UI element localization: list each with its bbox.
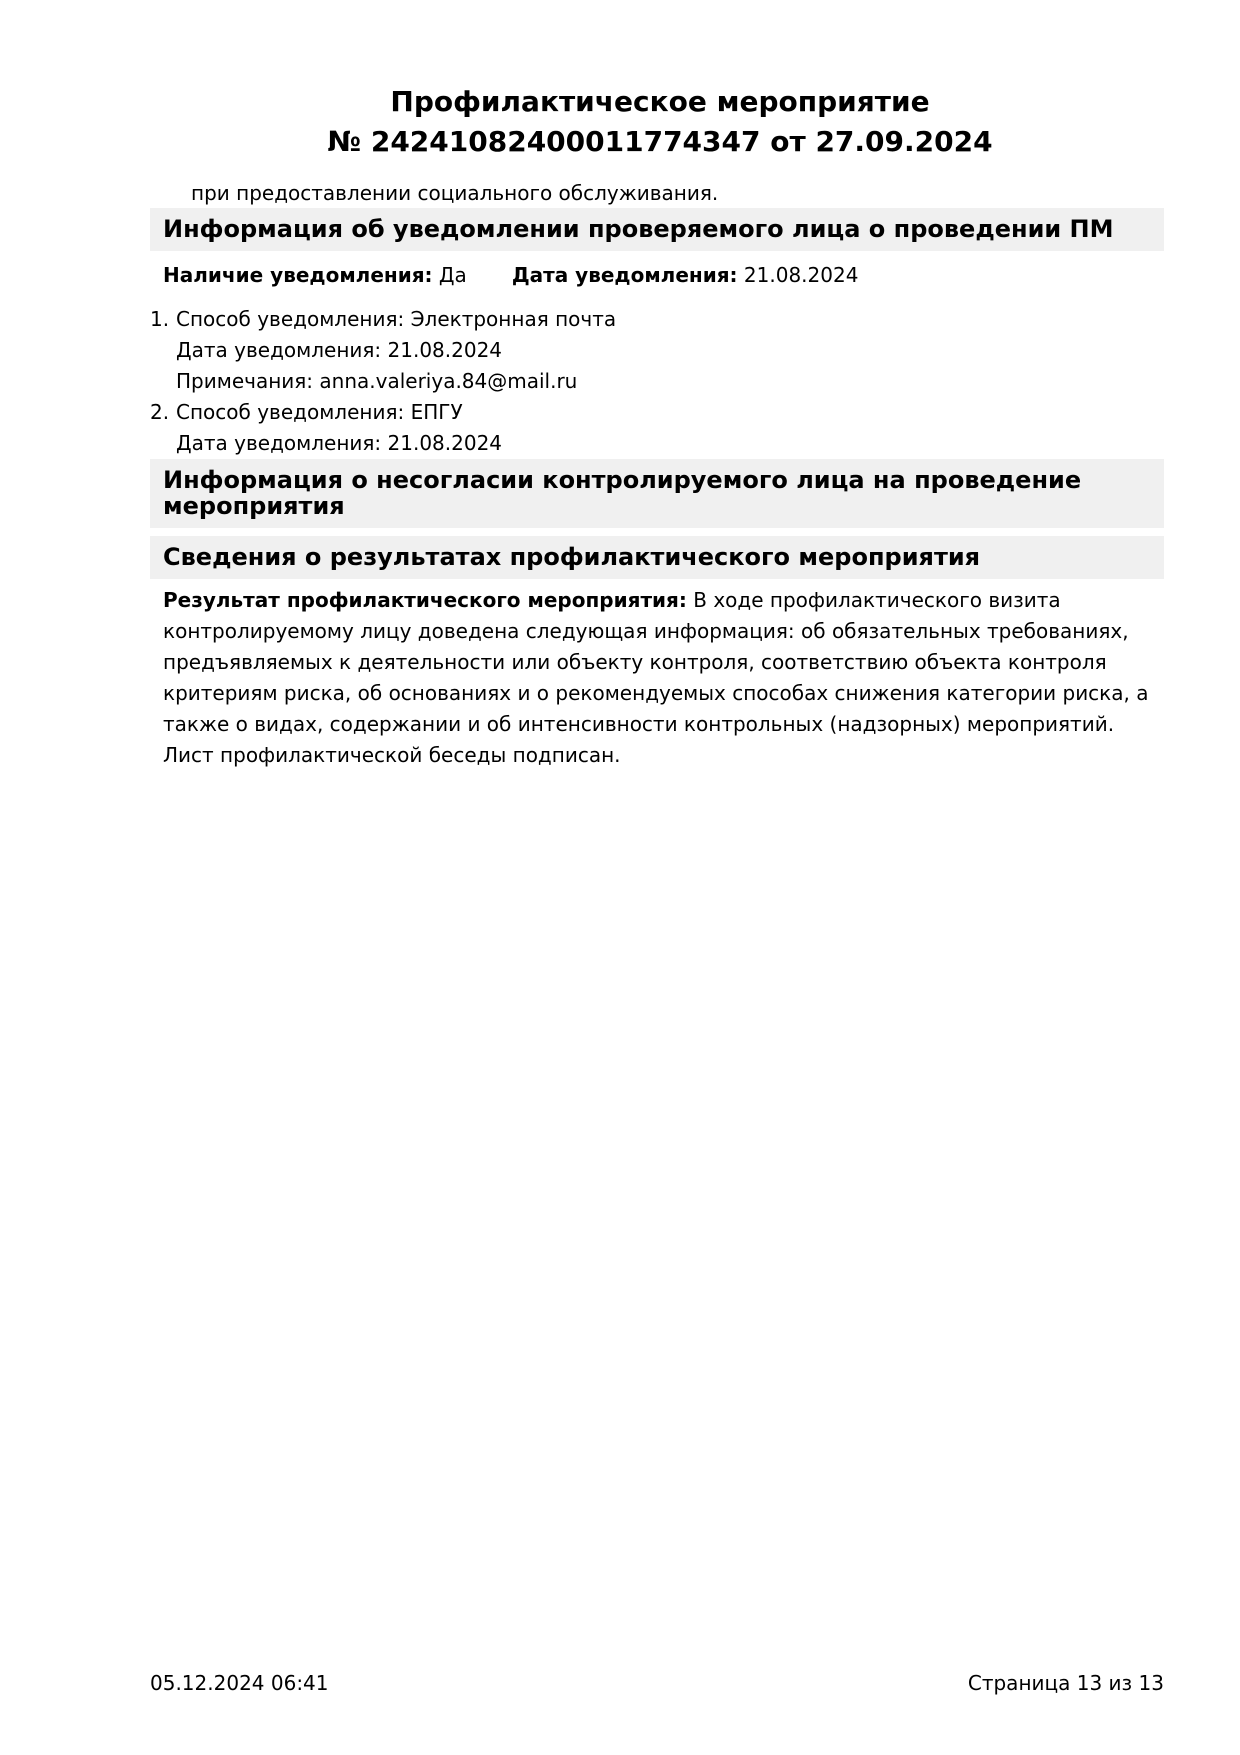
notification-section-title: Информация об уведомлении проверяемого лица о проведении ПМ (150, 208, 1164, 251)
notification-date-value: 21.08.2024 (737, 263, 859, 287)
notification-summary (150, 251, 1164, 290)
list-item-number: 1. (150, 307, 170, 331)
list-item (150, 397, 1164, 459)
continuation-text: при предоставлении социального обслуживания. (191, 181, 719, 205)
disagreement-section-title: Информация о несогласии контролируемого лица на проведение мероприятия (150, 459, 1164, 528)
result-text: В ходе профилактического визита контролируемому лицу доведена следующая информация: об обязательных требованиях, предъявляемых к деятельности или объекту контроля, соответствию объекта контроля критериям риска, об основаниях и о рекомендуемых способах снижения категории риска, а также о видах, содержании и об интенсивности контрольных (надзорных) мероприятий. Лист профилактической беседы подписан. (163, 588, 1149, 767)
results-section-title: Сведения о результатах профилактического мероприятия (150, 536, 1164, 579)
list-item-number: 2. (150, 400, 170, 424)
notification-method-date: Дата уведомления: 21.08.2024 (176, 338, 503, 362)
notification-method: Способ уведомления: ЕПГУ (176, 400, 463, 424)
notification-date-label: Дата уведомления: (511, 263, 738, 287)
print-timestamp: 05.12.2024 06:41 (150, 1671, 329, 1695)
page-number: Страница 13 из 13 (967, 1671, 1164, 1695)
document-header (0, 82, 1240, 162)
notification-presence-value: Да (432, 263, 467, 287)
result-paragraph (150, 579, 1164, 771)
result-label: Результат профилактического мероприятия: (163, 588, 687, 612)
document-body (150, 178, 1164, 771)
notification-method-date: Дата уведомления: 21.08.2024 (176, 431, 503, 455)
notification-methods-list (150, 304, 1164, 459)
notification-method: Способ уведомления: Электронная почта (176, 307, 617, 331)
document-number: № 24241082400011774347 от 27.09.2024 (327, 125, 993, 158)
document-title: Профилактическое мероприятие (390, 85, 930, 118)
list-item (150, 304, 1164, 397)
notification-method-notes: Примечания: anna.valeriya.84@mail.ru (176, 369, 578, 393)
notification-presence-label: Наличие уведомления: (163, 263, 433, 287)
